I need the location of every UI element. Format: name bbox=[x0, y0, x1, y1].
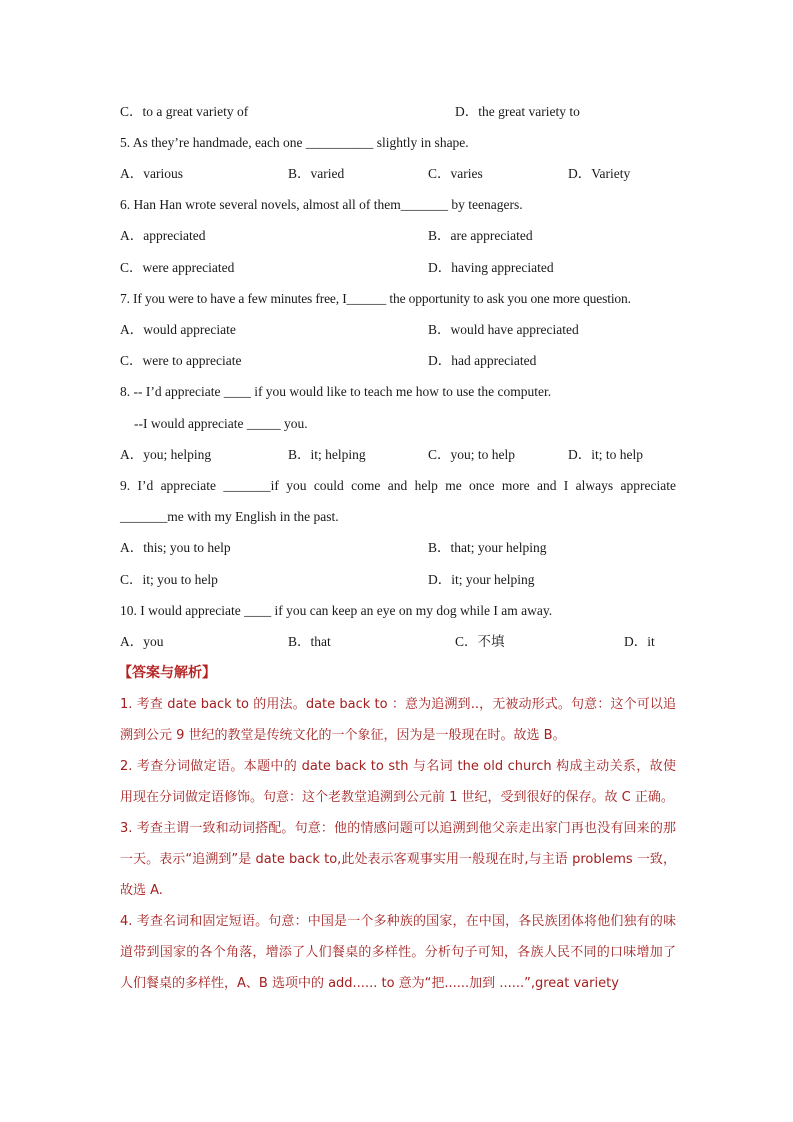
q4-option-c: C．to a great variety of bbox=[120, 104, 249, 119]
q5-option-c: C．varies bbox=[428, 166, 483, 181]
q10-option-c: C．不填 bbox=[455, 634, 505, 649]
q9-option-d: D．it; your helping bbox=[428, 572, 535, 587]
q8-option-a: A．you; helping bbox=[120, 447, 212, 462]
q9-word: could bbox=[313, 478, 344, 493]
q6-option-a: A．appreciated bbox=[120, 228, 206, 243]
q7-option-a: A．would appreciate bbox=[120, 322, 236, 337]
q5-option-d: D．Variety bbox=[568, 166, 631, 181]
q9-stem bbox=[120, 477, 676, 495]
q9-word: you bbox=[286, 478, 307, 493]
q9-word: I bbox=[563, 478, 569, 493]
q6-option-d: D．having appreciated bbox=[428, 260, 554, 275]
q9-word: me bbox=[445, 478, 462, 493]
q8-option-b: B．it; helping bbox=[288, 447, 366, 462]
q5-stem: 5. As they’re handmade, each one __________ slightly in shape. bbox=[120, 135, 469, 150]
q9-word: and bbox=[536, 478, 557, 493]
q5-option-b: B．varied bbox=[288, 166, 345, 181]
q6-stem: 6. Han Han wrote several novels, almost all of them_______ by teenagers. bbox=[120, 197, 523, 212]
q9-word: _______if bbox=[223, 478, 279, 493]
q9-word: help bbox=[414, 478, 438, 493]
q9-word: always bbox=[575, 478, 614, 493]
answer-1: 1. 考查 date back to 的用法。date back to ：意为追溯到..，无被动形式。句意：这个可以追溯到公元 9 世纪的教堂是传统文化的一个象征，因为是一般现在时。故选 B。 bbox=[120, 697, 676, 743]
answers-heading: 【答案与解析】 bbox=[118, 665, 216, 681]
q9-word: and bbox=[387, 478, 408, 493]
q7-option-c: C．were to appreciate bbox=[120, 353, 242, 368]
q8-stem-reply: --I would appreciate _____ you. bbox=[134, 416, 308, 431]
q7-option-b: B．would have appreciated bbox=[428, 322, 579, 337]
q8-stem: 8. -- I’d appreciate ____ if you would like to teach me how to use the computer. bbox=[120, 384, 552, 399]
answer-2: 2. 考查分词做定语。本题中的 date back to sth 与名词 the old church 构成主动关系，故使用现在分词做定语修饰。句意：这个老教堂追溯到公元前 1 世纪，受到很好的保存。故 C 正确。 bbox=[120, 759, 676, 805]
q6-option-b: B．are appreciated bbox=[428, 228, 533, 243]
q9-word: 9. bbox=[120, 478, 131, 493]
q8-option-c: C．you; to help bbox=[428, 447, 515, 462]
q9-option-a: A．this; you to help bbox=[120, 540, 231, 555]
q6-option-c: C．were appreciated bbox=[120, 260, 235, 275]
q8-option-d: D．it; to help bbox=[568, 447, 643, 462]
q4-option-d: D．the great variety to bbox=[455, 104, 580, 119]
q9-option-c: C．it; you to help bbox=[120, 572, 218, 587]
q10-option-d: D．it bbox=[624, 634, 655, 649]
answer-4: 4. 考查名词和固定短语。句意：中国是一个多种族的国家，在中国，各民族团体将他们独有的味道带到国家的各个角落，增添了人们餐桌的多样性。分析句子可知，各族人民不同的口味增加了人们餐桌的多样性，A、B 选项中的 add...... to 意为“把......加到 ......”,great variety bbox=[120, 914, 676, 991]
q9-word: I’d bbox=[137, 478, 154, 493]
answer-3: 3. 考查主谓一致和动词搭配。句意：他的情感问题可以追溯到他父亲走出家门再也没有回来的那一天。表示“追溯到”是 date back to,此处表示客观事实用一般现在时,与主语 problems 一致，故选 A. bbox=[120, 821, 676, 898]
answer-explanations bbox=[120, 689, 676, 999]
q10-stem: 10. I would appreciate ____ if you can keep an eye on my dog while I am away. bbox=[120, 603, 553, 618]
q7-option-d: D．had appreciated bbox=[428, 353, 537, 368]
q9-option-b: B．that; your helping bbox=[428, 540, 547, 555]
q5-option-a: A．various bbox=[120, 166, 183, 181]
q10-option-b: B．that bbox=[288, 634, 331, 649]
q10-option-a: A．you bbox=[120, 634, 164, 649]
q9-word: more bbox=[501, 478, 530, 493]
q9-word: appreciate bbox=[620, 478, 676, 493]
q9-word: appreciate bbox=[160, 478, 217, 493]
q9-word: come bbox=[351, 478, 381, 493]
q9-word: once bbox=[469, 478, 495, 493]
q9-stem-continued: _______me with my English in the past. bbox=[120, 509, 339, 524]
q7-stem: 7. If you were to have a few minutes free, I______ the opportunity to ask you one more question. bbox=[120, 291, 631, 306]
